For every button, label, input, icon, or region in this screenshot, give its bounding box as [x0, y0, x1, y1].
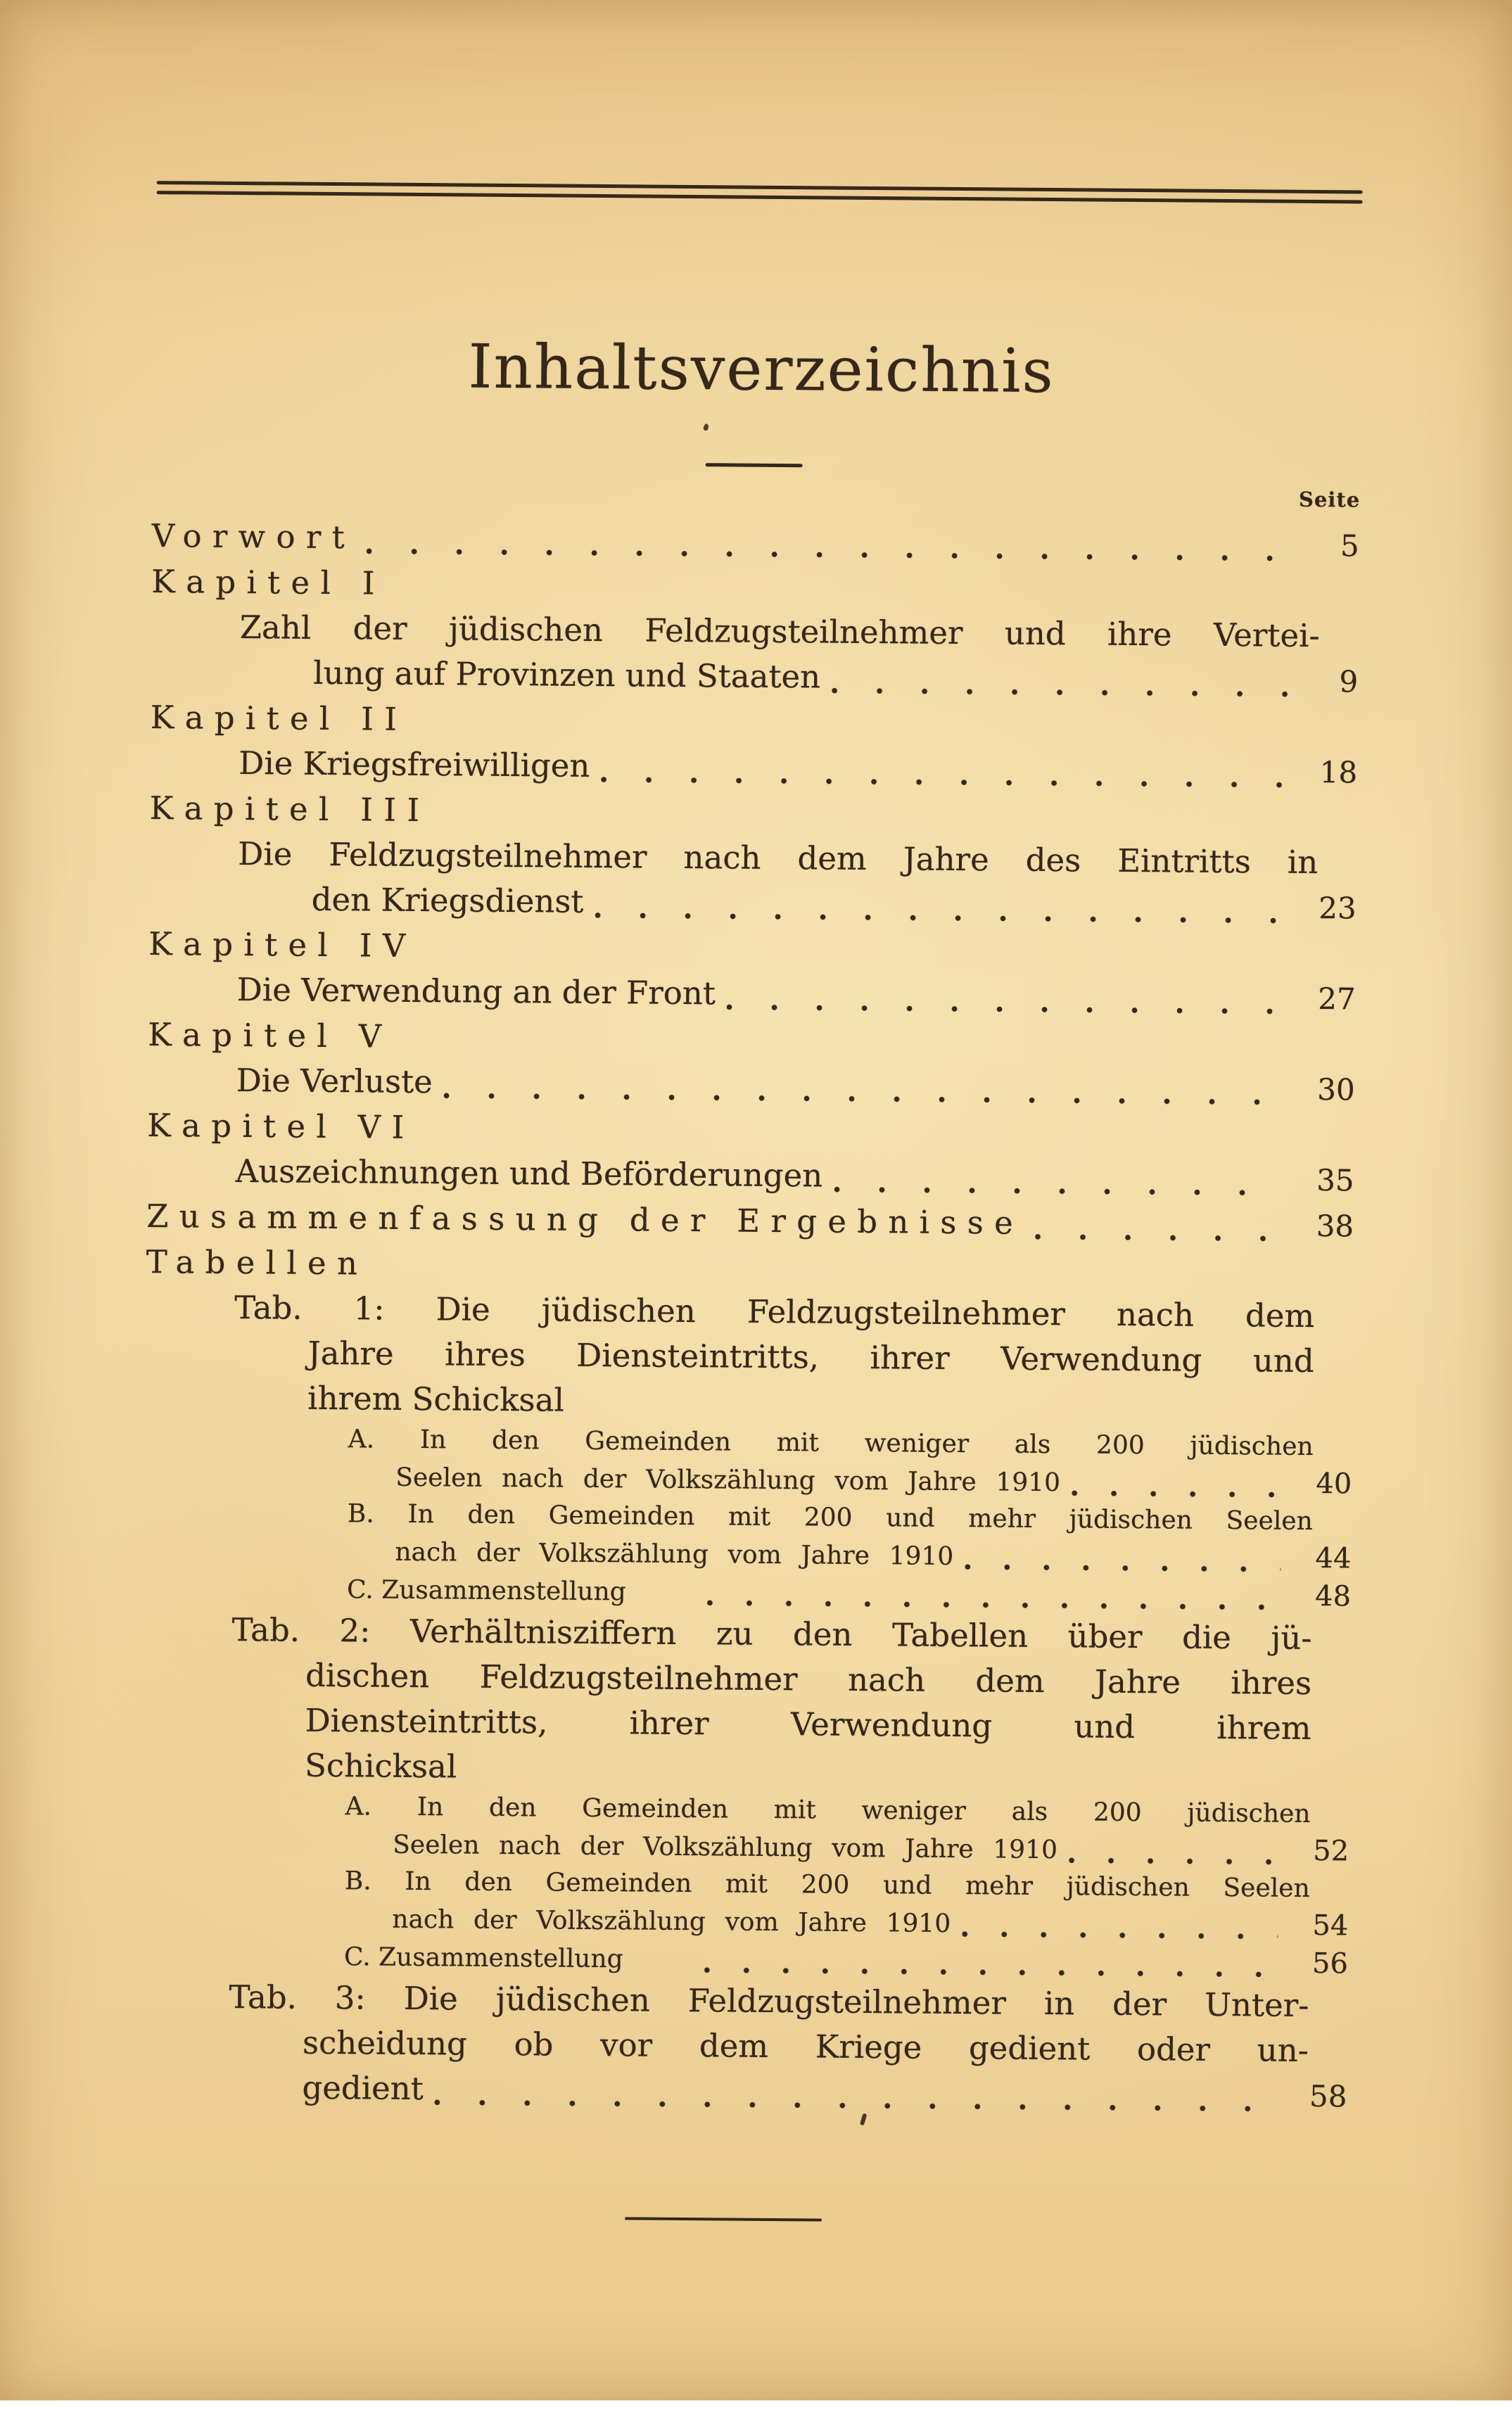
page-number: 40: [1316, 1468, 1352, 1501]
toc-row: [142, 1742, 1349, 1796]
toc-entry-label: Kapitel VI: [147, 1106, 415, 1146]
toc-entry-label: scheidung ob vor dem Kriege gedient oder un-: [302, 2023, 1309, 2070]
page-number: 18: [1319, 755, 1358, 790]
toc-entry-label: Kapitel II: [150, 699, 408, 738]
dot-leader: [444, 1093, 1285, 1105]
dot-leader: [834, 1187, 1284, 1196]
toc-entry-label: C. Zusammenstellung: [343, 1942, 623, 1974]
dot-leader: [1072, 1490, 1281, 1497]
toc-entry-label: A. In den Gemeinden mit weniger als 200 jüdischen: [345, 1792, 1311, 1829]
toc-entry-label: Tab. 2: Verhältnisziffern zu den Tabellen über die jü-: [231, 1610, 1312, 1658]
toc-entry-label: Kapitel V: [148, 1016, 393, 1055]
table-of-contents: [139, 514, 1359, 2119]
toc-entry-label: Jahre ihres Diensteintritts, ihrer Verwendung und: [307, 1334, 1314, 1380]
toc-entry-label: Vorwort: [151, 517, 356, 556]
rule-line: [157, 191, 1363, 203]
dot-leader: [704, 1967, 1278, 1977]
toc-entry-label: A. In den Gemeinden mit weniger als 200 jüdischen: [348, 1425, 1314, 1462]
page-number: 54: [1312, 1909, 1349, 1942]
toc-entry-label: Tab. 3: Die jüdischen Feldzugsteilnehmer in der Unter-: [229, 1978, 1309, 2025]
page-title: Inhaltsverzeichnis: [468, 331, 1055, 407]
page-number: 44: [1315, 1542, 1352, 1575]
bottom-rule: [625, 2217, 822, 2221]
toc-entry-label: Die Feldzugsteilnehmer nach dem Jahre des Eintritts in: [238, 834, 1319, 882]
page-number: 30: [1317, 1072, 1355, 1107]
toc-entry-label: Diensteintritts, ihrer Verwendung und ihrem: [305, 1701, 1311, 1748]
dot-leader: [595, 912, 1285, 924]
dot-leader: [435, 2099, 1277, 2111]
page-number: 27: [1318, 981, 1356, 1017]
toc-entry-label: gedient: [302, 2068, 424, 2108]
toc-entry-label: Schicksal: [304, 1746, 457, 1786]
toc-entry-label: Die Kriegsfreiwilligen: [239, 744, 590, 784]
toc-entry-label: Die Verluste: [236, 1061, 433, 1101]
page-number: 58: [1309, 2079, 1347, 2114]
toc-entry-label: Kapitel IV: [148, 925, 417, 965]
toc-entry-label: nach der Volkszählung vom Jahre 1910: [395, 1537, 954, 1572]
toc-row: [139, 2064, 1347, 2119]
toc-entry-label: B. In den Gemeinden mit 200 und mehr jüdischen Seelen: [344, 1866, 1310, 1904]
page-number: 9: [1339, 664, 1359, 699]
dot-leader: [965, 1564, 1281, 1572]
toc-entry-label: Seelen nach der Volkszählung vom Jahre 1910: [393, 1830, 1058, 1865]
toc-entry-label: ihrem Schicksal: [307, 1379, 565, 1419]
top-double-rule: [157, 181, 1363, 203]
page-number: 5: [1340, 528, 1359, 564]
toc-entry-label: Tabellen: [146, 1242, 369, 1283]
page-number: 56: [1311, 1947, 1349, 1980]
toc-entry-label: C. Zusammenstellung: [346, 1575, 626, 1607]
toc-entry-label: nach der Volkszählung vom Jahre 1910: [392, 1904, 951, 1939]
toc-entry-label: Zahl der jüdischen Feldzugsteilnehmer und ihre Vertei-: [239, 609, 1320, 655]
dot-leader: [1069, 1857, 1278, 1864]
dot-leader: [727, 1004, 1285, 1014]
toc-entry-label: Auszeichnungen und Beförderungen: [235, 1152, 823, 1195]
toc-entry-label: Tab. 1: Die jüdischen Feldzugsteilnehmer nach dem: [234, 1288, 1315, 1335]
page-column-header: Seite: [1298, 487, 1361, 512]
dot-leader: [601, 777, 1287, 788]
title-divider-rule: [706, 463, 803, 467]
toc-entry-label: Kapitel III: [149, 789, 431, 829]
dot-leader: [962, 1931, 1278, 1940]
toc-entry-label: lung auf Provinzen und Staaten: [313, 654, 821, 696]
page-number: 52: [1313, 1835, 1349, 1868]
toc-entry-label: Kapitel I: [151, 563, 386, 602]
toc-row: [145, 1375, 1352, 1429]
page-number: 35: [1316, 1163, 1354, 1198]
toc-entry-label: B. In den Gemeinden mit 200 und mehr jüdischen Seelen: [347, 1499, 1314, 1537]
page-number: 38: [1316, 1209, 1354, 1244]
dot-leader: [832, 688, 1288, 697]
page-number: 23: [1319, 891, 1357, 926]
dot-leader: [1035, 1234, 1283, 1242]
toc-entry-label: Seelen nach der Volkszählung vom Jahre 1910: [395, 1463, 1061, 1498]
toc-entry-label: den Kriegsdienst: [311, 880, 584, 920]
dot-leader: [367, 548, 1289, 561]
toc-entry-label: Zusammenfassung der Ergebnisse: [146, 1197, 1024, 1242]
toc-entry-label: Die Verwendung an der Front: [236, 970, 716, 1012]
dot-leader: [707, 1600, 1281, 1610]
page-number: 48: [1314, 1580, 1352, 1613]
ink-speck: [703, 424, 709, 431]
toc-entry-label: dischen Feldzugsteilnehmer nach dem Jahre ihres: [305, 1656, 1312, 1703]
